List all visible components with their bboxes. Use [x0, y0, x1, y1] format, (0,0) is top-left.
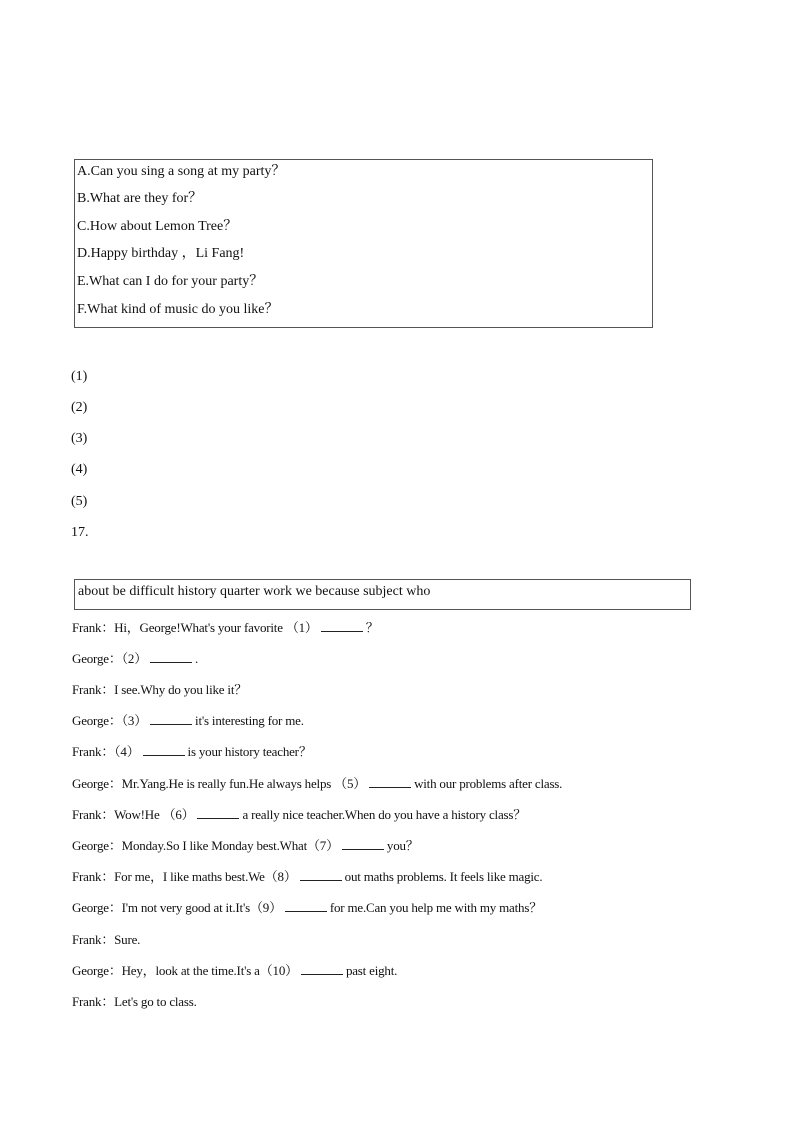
option-a: A.Can you sing a song at my party？ — [77, 164, 286, 179]
option-c: C.How about Lemon Tree？ — [77, 219, 238, 234]
option-b: B.What are they for？ — [77, 191, 203, 206]
options-box — [74, 159, 653, 328]
blank-2[interactable] — [150, 650, 192, 663]
word-bank-box — [74, 579, 691, 610]
dialogue-line: George：（3） it's interesting for me. — [72, 713, 304, 728]
dialogue-line: Frank：Sure. — [72, 932, 141, 947]
word-bank: about be difficult history quarter work we because subject who — [78, 584, 431, 599]
dialogue-line: George：Hey，look at the time.It's a（10） past eight. — [72, 963, 398, 978]
answer-number-3: (3) — [71, 431, 88, 446]
dialogue-line: George：（2） . — [72, 651, 199, 666]
dialogue-line: Frank：Wow!He （6） a really nice teacher.When do you have a history class？ — [72, 807, 527, 822]
answer-number-1: (1) — [71, 369, 88, 384]
answer-number-4: (4) — [71, 462, 88, 477]
blank-10[interactable] — [301, 962, 343, 975]
option-e: E.What can I do for your party？ — [77, 274, 264, 289]
dialogue-line: Frank：Hi，George!What's your favorite （1） ？ — [72, 620, 379, 635]
blank-5[interactable] — [369, 775, 411, 788]
dialogue-line: George：Monday.So I like Monday best.What（7） you？ — [72, 838, 419, 853]
blank-3[interactable] — [150, 712, 192, 725]
question-number: 17. — [71, 525, 89, 540]
option-d: D.Happy birthday ，Li Fang! — [77, 246, 245, 261]
dialogue-line: Frank：I see.Why do you like it？ — [72, 682, 248, 697]
dialogue-line: Frank：（4） is your history teacher？ — [72, 744, 312, 759]
blank-4[interactable] — [143, 743, 185, 756]
answer-number-5: (5) — [71, 494, 88, 509]
answer-number-2: (2) — [71, 400, 88, 415]
option-f: F.What kind of music do you like？ — [77, 302, 279, 317]
blank-8[interactable] — [300, 868, 342, 881]
blank-1[interactable] — [321, 619, 363, 632]
dialogue-line: George：I'm not very good at it.It's（9） for me.Can you help me with my maths？ — [72, 900, 542, 915]
dialogue-line: Frank：For me，I like maths best.We（8） out maths problems. It feels like magic. — [72, 869, 543, 884]
dialogue-line: George：Mr.Yang.He is really fun.He always helps （5） with our problems after class. — [72, 776, 563, 791]
blank-6[interactable] — [197, 806, 239, 819]
blank-7[interactable] — [342, 837, 384, 850]
dialogue-line: Frank：Let's go to class. — [72, 994, 197, 1009]
blank-9[interactable] — [285, 899, 327, 912]
